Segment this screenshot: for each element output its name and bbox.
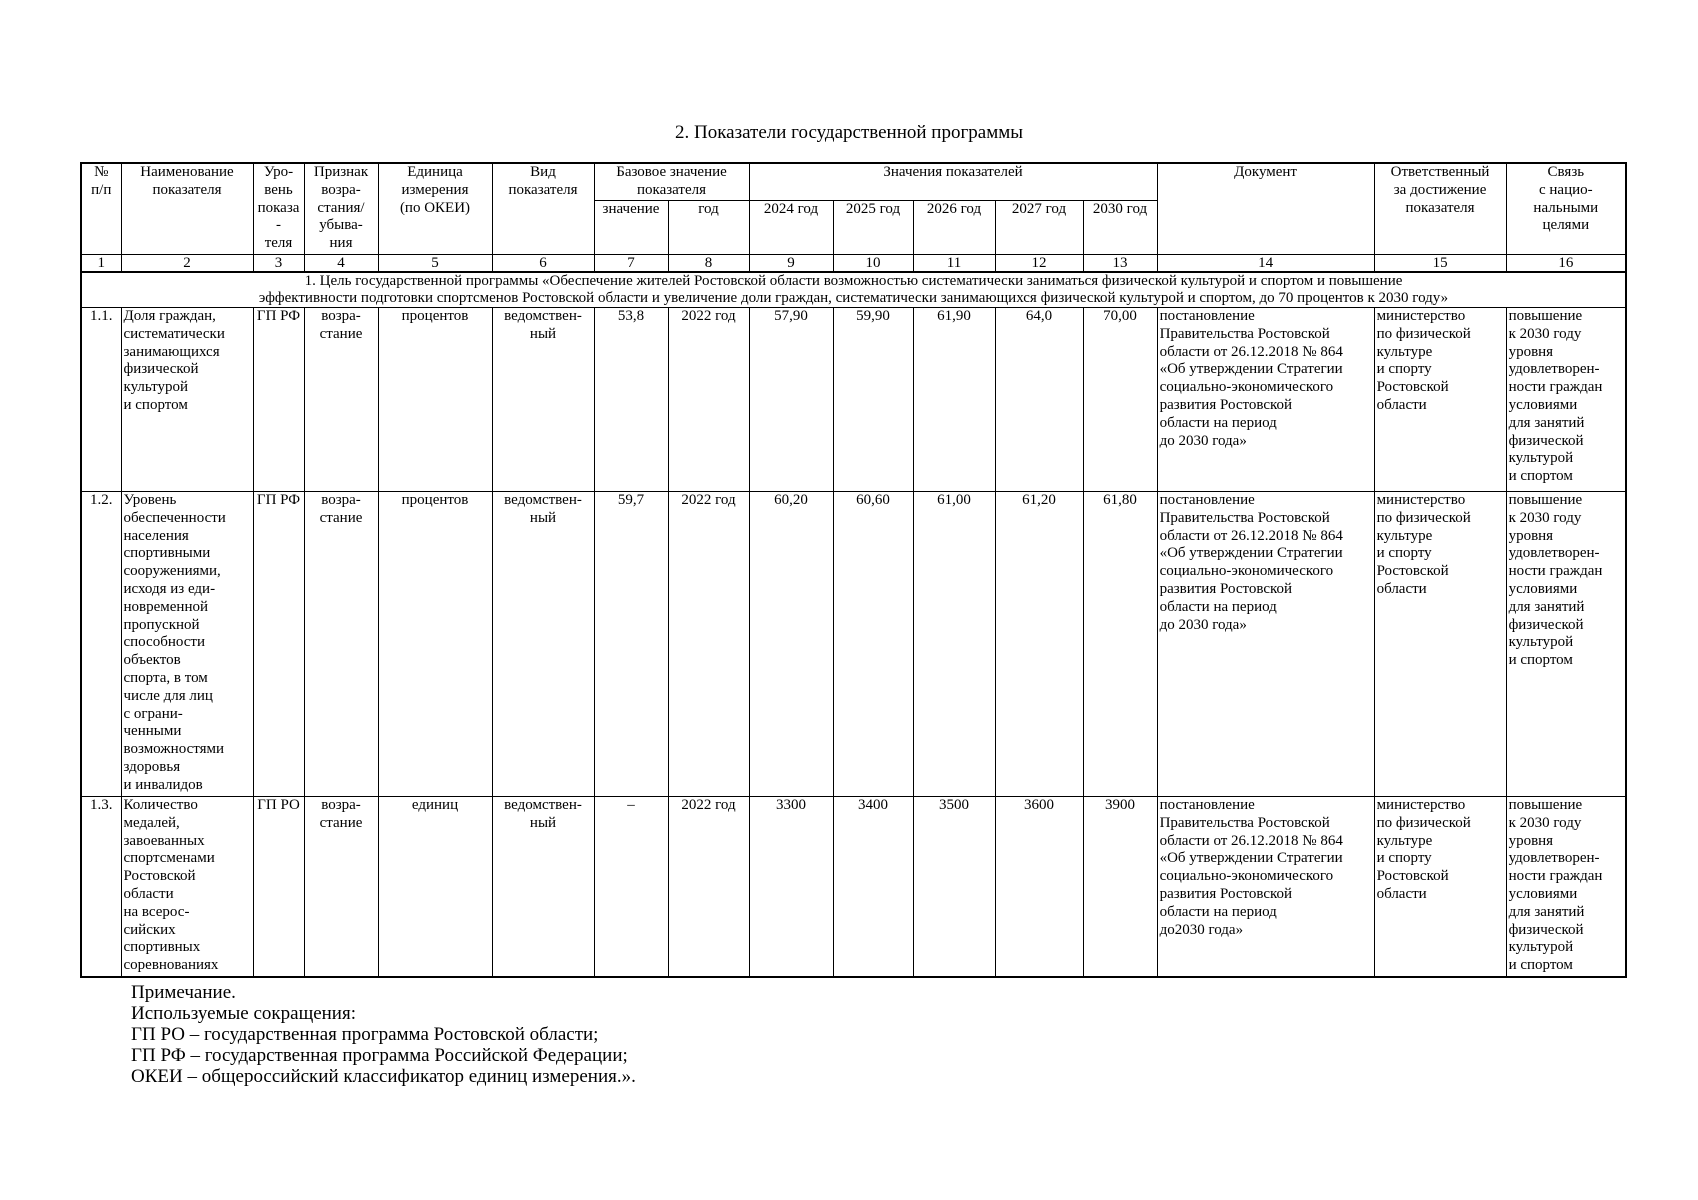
column-number: 6	[492, 254, 594, 272]
column-number: 7	[594, 254, 668, 272]
table-row	[81, 308, 1626, 492]
row-base-value: 53,8	[594, 308, 668, 492]
column-number: 15	[1374, 254, 1506, 272]
header-kind: Вид показателя	[492, 163, 594, 254]
row-responsible: министерство по физической культуре и спорту Ростовской области	[1374, 492, 1506, 797]
row-responsible: министерство по физической культуре и спорту Ростовской области	[1374, 797, 1506, 977]
column-number: 8	[668, 254, 749, 272]
header-unit: Единица измерения (по ОКЕИ)	[378, 163, 492, 254]
row-level: ГП РФ	[253, 308, 304, 492]
row-name: Доля граждан, систематически занимающихся физической культурой и спортом	[121, 308, 253, 492]
table-row	[81, 492, 1626, 797]
header-base-value: значение	[594, 200, 668, 254]
column-number: 10	[833, 254, 913, 272]
row-unit: процентов	[378, 492, 492, 797]
column-number: 1	[81, 254, 121, 272]
row-document: постановление Правительства Ростовской области от 26.12.2018 № 864 «Об утверждении Стратегии социально-экономического развития Ростовской области на период до2030 года»	[1157, 797, 1374, 977]
note-abbr-okei: ОКЕИ – общероссийский классификатор единиц измерения.».	[131, 1066, 636, 1087]
header-year-2027: 2027 год	[995, 200, 1083, 254]
row-trend: возра- стание	[304, 797, 378, 977]
header-link: Связь с нацио- нальными целями	[1506, 163, 1626, 254]
header-document: Документ	[1157, 163, 1374, 254]
row-value-2025: 59,90	[833, 308, 913, 492]
row-level: ГП РО	[253, 797, 304, 977]
header-year-2024: 2024 год	[749, 200, 833, 254]
column-numbers-row	[81, 254, 1626, 272]
column-number: 11	[913, 254, 995, 272]
column-number: 12	[995, 254, 1083, 272]
table-row	[81, 797, 1626, 977]
row-value-2025: 60,60	[833, 492, 913, 797]
row-value-2026: 61,00	[913, 492, 995, 797]
row-value-2024: 60,20	[749, 492, 833, 797]
row-kind: ведомствен- ный	[492, 797, 594, 977]
column-number: 4	[304, 254, 378, 272]
row-name: Уровень обеспеченности населения спортивными сооружениями, исходя из еди- новременной пропускной способности объектов спорта, в том числе для лиц с ограни- ченными возможностями здоровья и инвалидов	[121, 492, 253, 797]
row-name: Количество медалей, завоеванных спортсменами Ростовской области на всерос- сийских спортивных соревнованиях	[121, 797, 253, 977]
row-value-2030: 70,00	[1083, 308, 1157, 492]
row-value-2030: 61,80	[1083, 492, 1157, 797]
header-base-group: Базовое значение показателя	[594, 163, 749, 200]
row-kind: ведомствен- ный	[492, 492, 594, 797]
column-number: 13	[1083, 254, 1157, 272]
row-kind: ведомствен- ный	[492, 308, 594, 492]
row-value-2030: 3900	[1083, 797, 1157, 977]
note-subheading: Используемые сокращения:	[131, 1003, 356, 1024]
abbreviations-note	[131, 982, 636, 1087]
row-national-goal: повышение к 2030 году уровня удовлетворен- ности граждан условиями для занятий физической культурой и спортом	[1506, 308, 1626, 492]
indicators-table	[80, 162, 1627, 978]
column-number: 3	[253, 254, 304, 272]
header-year-2025: 2025 год	[833, 200, 913, 254]
row-trend: возра- стание	[304, 492, 378, 797]
header-name: Наименование показателя	[121, 163, 253, 254]
goal-row: 1. Цель государственной программы «Обеспечение жителей Ростовской области возможностью систематически заниматься физической культурой и спортом и повышение эффективности подготовки спортсменов Ростовской области и увеличение доли граждан, систематически занимающихся физической культурой и спортом, до 70 процентов к 2030 году»	[81, 272, 1626, 308]
column-number: 16	[1506, 254, 1626, 272]
row-base-value: 59,7	[594, 492, 668, 797]
row-value-2024: 3300	[749, 797, 833, 977]
row-value-2026: 3500	[913, 797, 995, 977]
header-year-2026: 2026 год	[913, 200, 995, 254]
header-values-group: Значения показателей	[749, 163, 1157, 200]
header-level: Уро- вень показа- теля	[253, 163, 304, 254]
note-heading: Примечание.	[131, 982, 236, 1003]
row-num: 1.2.	[81, 492, 121, 797]
row-num: 1.1.	[81, 308, 121, 492]
row-base-year: 2022 год	[668, 797, 749, 977]
row-responsible: министерство по физической культуре и спорту Ростовской области	[1374, 308, 1506, 492]
row-value-2025: 3400	[833, 797, 913, 977]
row-value-2024: 57,90	[749, 308, 833, 492]
header-year-2030: 2030 год	[1083, 200, 1157, 254]
row-level: ГП РФ	[253, 492, 304, 797]
row-value-2026: 61,90	[913, 308, 995, 492]
note-abbr-gp-ro: ГП РО – государственная программа Ростовской области;	[131, 1024, 599, 1045]
row-value-2027: 3600	[995, 797, 1083, 977]
column-number: 5	[378, 254, 492, 272]
row-base-year: 2022 год	[668, 492, 749, 797]
row-national-goal: повышение к 2030 году уровня удовлетворен- ности граждан условиями для занятий физической культурой и спортом	[1506, 492, 1626, 797]
row-num: 1.3.	[81, 797, 121, 977]
header-base-year: год	[668, 200, 749, 254]
column-number: 14	[1157, 254, 1374, 272]
row-base-year: 2022 год	[668, 308, 749, 492]
row-unit: единиц	[378, 797, 492, 977]
column-number: 2	[121, 254, 253, 272]
row-national-goal: повышение к 2030 году уровня удовлетворен- ности граждан условиями для занятий физической культурой и спортом	[1506, 797, 1626, 977]
row-value-2027: 61,20	[995, 492, 1083, 797]
header-num: № п/п	[81, 163, 121, 254]
row-base-value: –	[594, 797, 668, 977]
row-document: постановление Правительства Ростовской области от 26.12.2018 № 864 «Об утверждении Стратегии социально-экономического развития Ростовской области на период до 2030 года»	[1157, 492, 1374, 797]
row-document: постановление Правительства Ростовской области от 26.12.2018 № 864 «Об утверждении Стратегии социально-экономического развития Ростовской области на период до 2030 года»	[1157, 308, 1374, 492]
header-responsible: Ответственный за достижение показателя	[1374, 163, 1506, 254]
column-number: 9	[749, 254, 833, 272]
row-trend: возра- стание	[304, 308, 378, 492]
page-title: 2. Показатели государственной программы	[674, 122, 1024, 143]
note-abbr-gp-rf: ГП РФ – государственная программа Российской Федерации;	[131, 1045, 628, 1066]
row-unit: процентов	[378, 308, 492, 492]
header-trend: Признак возра- стания/ убыва- ния	[304, 163, 378, 254]
row-value-2027: 64,0	[995, 308, 1083, 492]
